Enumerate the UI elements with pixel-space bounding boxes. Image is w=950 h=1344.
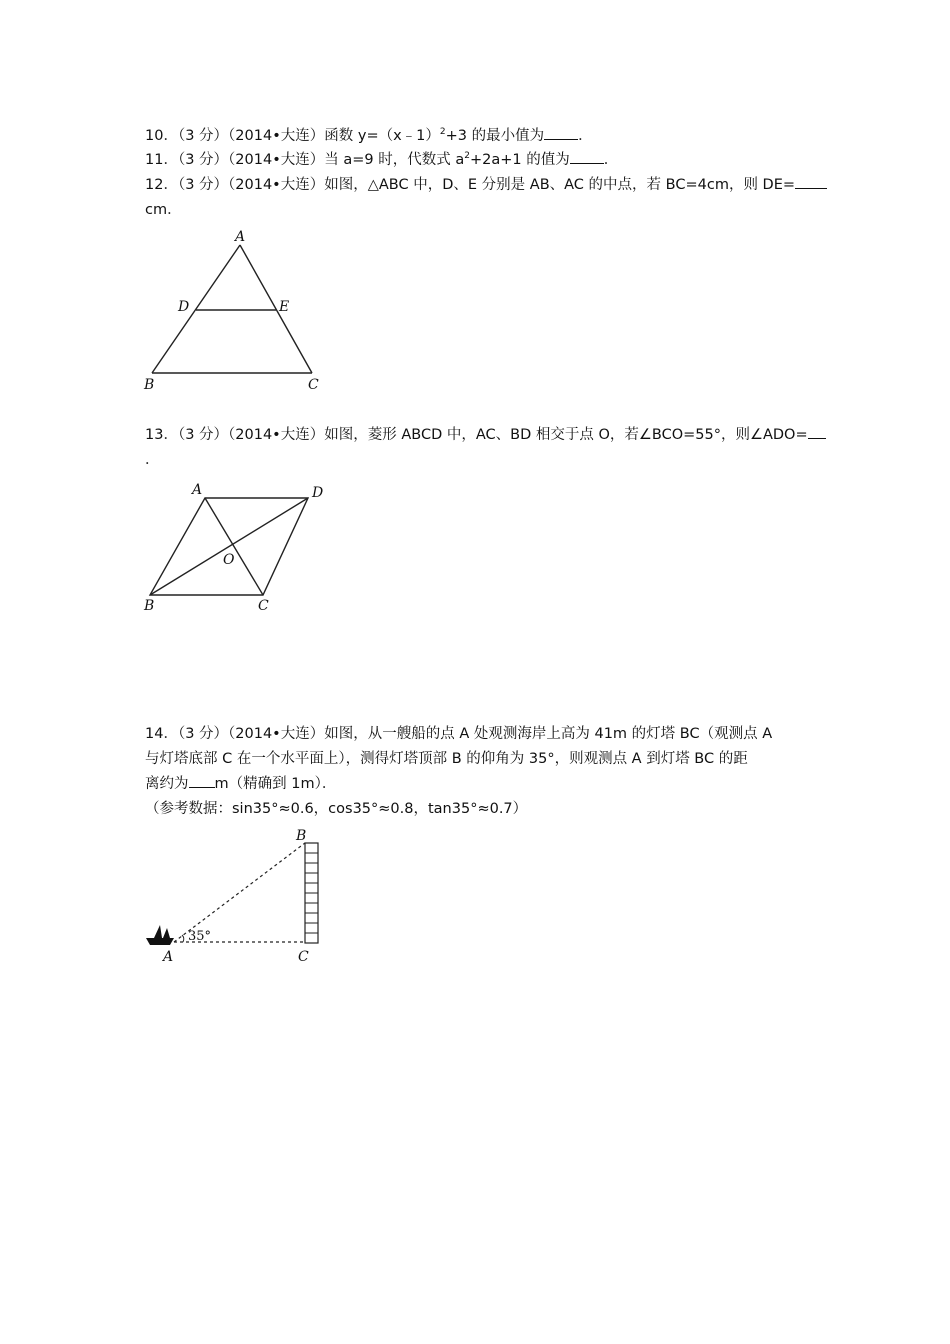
q12-side-AB: [152, 245, 240, 373]
q14-reference: （参考数据：sin35°≈0.6，cos35°≈0.8，tan35°≈0.7）: [145, 801, 528, 817]
q11-answer-blank[interactable]: [570, 148, 604, 164]
q12-unit: cm．: [145, 202, 182, 218]
q13-rhombus-figure: [140, 478, 340, 618]
q11-score: （3 分）: [177, 152, 229, 168]
q14-angle-arc: [182, 935, 184, 942]
question-10: [145, 124, 593, 148]
question-13-line1: [145, 423, 826, 447]
q11-text: 当 a=9 时，代数式 a: [324, 152, 465, 168]
question-11: [145, 148, 618, 172]
question-13-line2: [145, 448, 160, 472]
q14-answer-blank[interactable]: [189, 772, 215, 788]
q13-label-B: B: [144, 598, 155, 614]
q10-source: （2014•大连）: [228, 128, 325, 144]
q11-source: （2014•大连）: [228, 152, 325, 168]
question-12-line1: [145, 173, 827, 197]
q12-answer-blank[interactable]: [795, 173, 827, 189]
q14-label-B: B: [296, 828, 307, 844]
q10-text: 函数 y=（x﹣1）: [324, 128, 440, 144]
q12-label-C: C: [308, 377, 319, 393]
q14-sight-line-AB: [174, 843, 305, 942]
q13-period: ．: [145, 452, 160, 468]
q12-label-A: A: [235, 229, 246, 245]
q14-text-3a: 离约为: [145, 776, 189, 792]
q14-label-C: C: [298, 949, 309, 965]
question-14-line3: [145, 772, 336, 796]
q13-answer-blank[interactable]: [808, 423, 826, 439]
q13-label-C: C: [258, 598, 269, 614]
q14-text-1: 14．（3 分）（2014•大连）如图，从一艘船的点 A 处观测海岸上高为 41m 的灯塔 BC（观测点 A: [145, 726, 773, 742]
q12-side-AC: [240, 245, 312, 373]
q11-text-end: +2a+1 的值为: [469, 152, 570, 168]
q14-angle-label: 35°: [188, 929, 212, 944]
q12-label-E: E: [279, 299, 290, 315]
q10-period: ．: [578, 128, 593, 144]
ship-icon: [146, 925, 174, 945]
q10-text-end: +3 的最小值为: [445, 128, 545, 144]
q11-number: 11．: [145, 152, 178, 168]
q10-number: 10．: [145, 128, 178, 144]
q13-label-D: D: [312, 485, 324, 501]
q10-superscript: 2: [439, 127, 446, 137]
question-14-reference-data: [145, 797, 527, 821]
q13-diagonal-BD: [150, 498, 308, 595]
q13-label-O: O: [223, 552, 235, 568]
question-14-line1: [145, 722, 772, 746]
q12-label-D: D: [178, 299, 190, 315]
q13-text: 13．（3 分）（2014•大连）如图，菱形 ABCD 中，AC、BD 相交于点 O，若∠BCO=55°，则∠ADO=: [145, 427, 808, 443]
q10-answer-blank[interactable]: [544, 124, 578, 140]
q12-label-B: B: [144, 377, 155, 393]
q14-label-A: A: [163, 949, 174, 965]
q11-period: ．: [603, 152, 619, 168]
q14-text-3b: m（精确到 1m）．: [214, 776, 337, 792]
q12-text: 12．（3 分）（2014•大连）如图，△ABC 中，D、E 分别是 AB、AC 的中点，若 BC=4cm，则 DE=: [145, 177, 796, 193]
q12-triangle-figure: [140, 225, 340, 395]
question-12-line2: [145, 198, 182, 222]
q10-score: （3 分）: [177, 128, 229, 144]
lighthouse-icon: [305, 843, 318, 943]
q11-superscript: 2: [464, 151, 470, 161]
q14-lighthouse-figure: [140, 825, 340, 970]
q13-diagonal-AC: [205, 498, 263, 595]
q14-text-2: 与灯塔底部 C 在一个水平面上），测得灯塔顶部 B 的仰角为 35°，则观测点 A 到灯塔 BC 的距: [145, 751, 748, 767]
q13-label-A: A: [192, 482, 203, 498]
question-14-line2: [145, 747, 748, 771]
